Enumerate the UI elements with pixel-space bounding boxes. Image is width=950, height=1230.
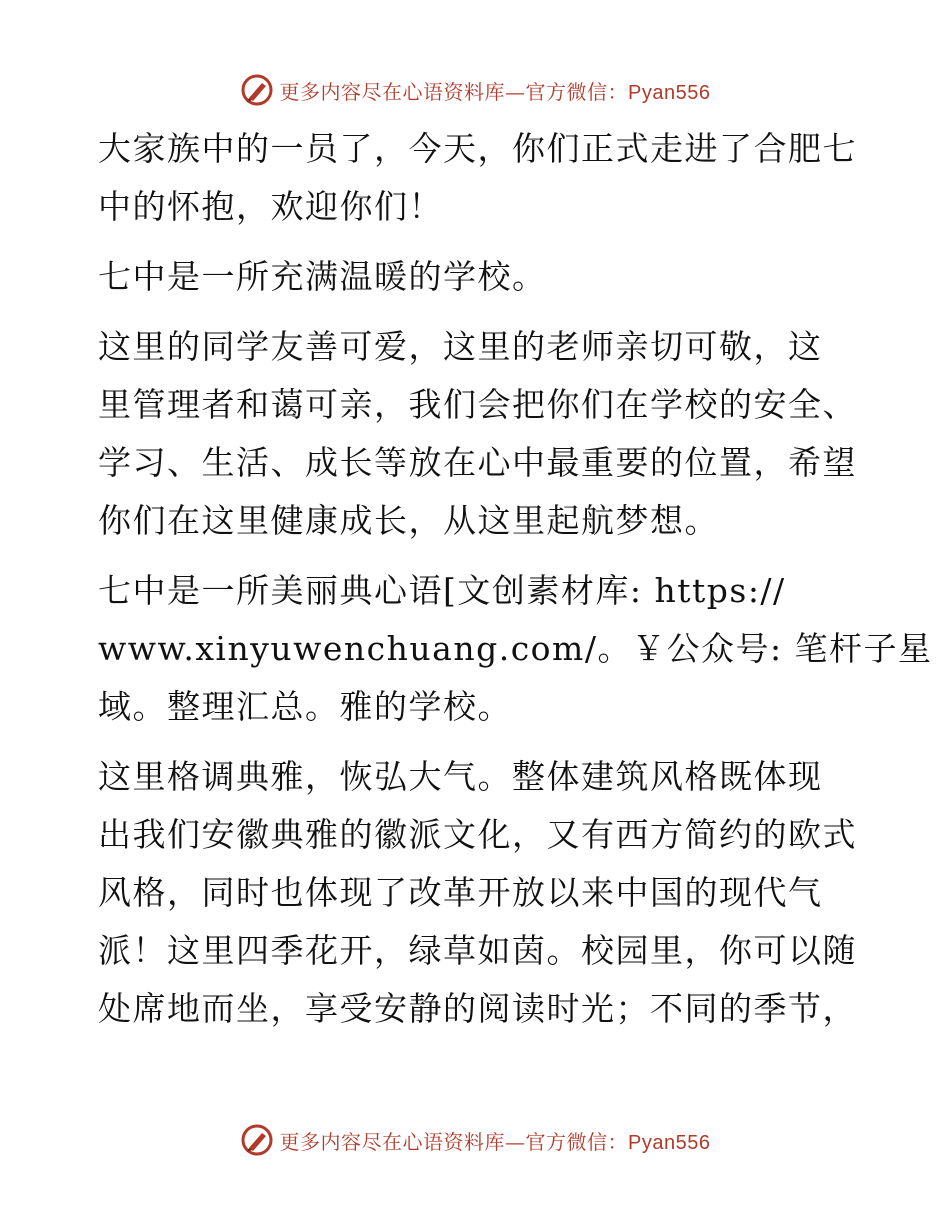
text-line: 这里格调典雅，恢弘大气。整体建筑风格既体现	[98, 757, 823, 796]
text-line: 里管理者和蔼可亲，我们会把你们在学校的安全、	[98, 385, 857, 424]
text-line: 大家族中的一员了，今天，你们正式走进了合肥七	[98, 129, 857, 168]
text-line: www.xinyuwenchuang.com/。￥公众号: 笔杆子星	[98, 629, 933, 668]
header-banner-label: 更多内容尽在心语资料库—官方微信：	[279, 79, 629, 104]
pen-logo-icon	[240, 1123, 274, 1157]
text-line: 中的怀抱，欢迎你们！	[98, 187, 443, 226]
header-banner-text	[280, 76, 711, 105]
text-line: 出我们安徽典雅的徽派文化，又有西方简约的欧式	[98, 815, 857, 854]
paragraph-4	[98, 562, 933, 736]
text-line: 你们在这里健康成长，从这里起航梦想。	[98, 501, 719, 540]
text-line: 学习、生活、成长等放在心中最重要的位置，希望	[98, 443, 857, 482]
header-banner	[0, 70, 950, 110]
text-line: 风格，同时也体现了改革开放以来中国的现代气	[98, 873, 823, 912]
paragraph-2	[98, 248, 858, 306]
footer-banner	[0, 1120, 950, 1160]
paragraph-3	[98, 318, 858, 550]
footer-banner-handle: Pyan556	[628, 1131, 711, 1154]
header-banner-handle: Pyan556	[628, 81, 711, 104]
footer-banner-text	[280, 1126, 711, 1155]
paragraph-1	[98, 120, 858, 236]
pen-logo-icon	[240, 73, 274, 107]
text-line: 域。整理汇总。雅的学校。	[98, 687, 512, 726]
text-line: 这里的同学友善可爱，这里的老师亲切可敬，这	[98, 327, 823, 366]
text-line: 七中是一所美丽典心语[文创素材库: https://	[98, 571, 786, 610]
text-line: 七中是一所充满温暖的学校。	[98, 257, 547, 296]
footer-banner-label: 更多内容尽在心语资料库—官方微信：	[279, 1129, 629, 1154]
text-line: 派！这里四季花开，绿草如茵。校园里，你可以随	[98, 931, 857, 970]
text-line: 处席地而坐，享受安静的阅读时光；不同的季节，	[98, 989, 857, 1028]
paragraph-5	[98, 748, 858, 1038]
document-body	[98, 120, 933, 1050]
